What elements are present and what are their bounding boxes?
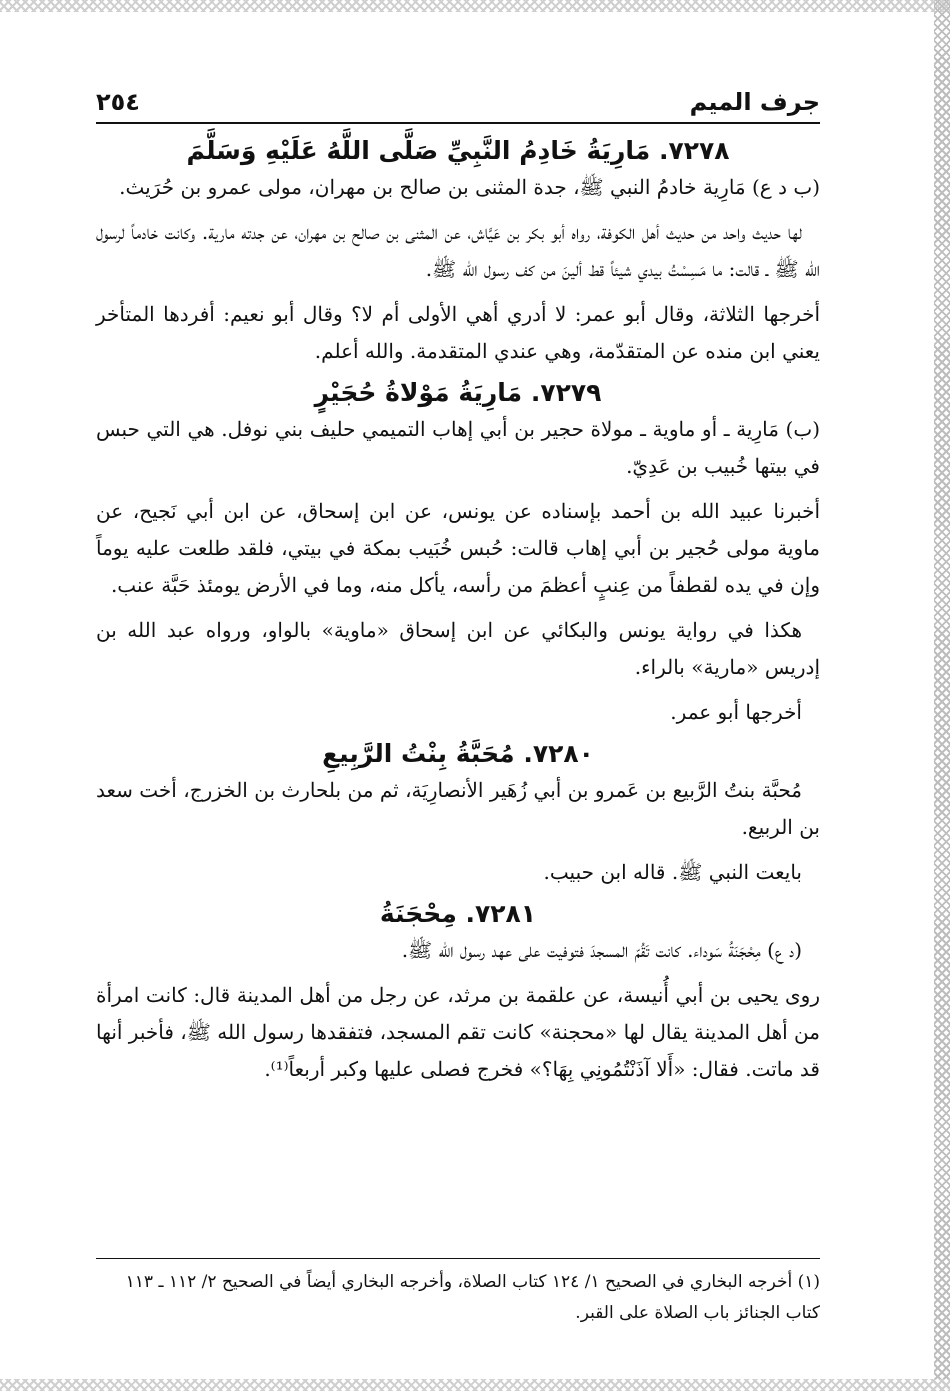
entry-paragraph: أخرجها الثلاثة، وقال أبو عمر: لا أدري أهي الأولى أم لا؟ وقال أبو نعيم: أفردها المتأخر يعني ابن منده عن المتقدّمة، وهي عندي المتقدمة. والله أعلم. [96, 302, 820, 363]
entry-heading: ٧٢٧٨. مَارِيَةُ خَادِمُ النَّبِيِّ صَلَّى اللَّهُ عَلَيْهِ وَسَلَّمَ [186, 136, 730, 165]
footnotes [96, 1258, 820, 1329]
entry-paragraph: (ب) مَارِية ـ أو ماوية ـ مولاة حجير بن أبي إهاب التميمي حليف بني نوفل. هي التي حبس في بيتها خُبيب بن عَدِيّ. [96, 417, 820, 478]
entry-paragraph: هكذا في رواية يونس والبكائي عن ابن إسحاق «ماوية» بالواو، ورواه عبد الله بن إدريس «مارية» بالراء. [96, 618, 820, 679]
entry-heading: ٧٢٨٠. مُحَبَّةُ بِنْتُ الرَّبِيعِ [322, 739, 594, 768]
entry-7281 [96, 899, 820, 1088]
running-title: جرف الميم [689, 88, 820, 116]
page-header [96, 88, 820, 124]
footnote: (١) أخرجه البخاري في الصحيح ١/ ١٢٤ كتاب الصلاة، وأخرجه البخاري أيضاً في الصحيح ٢/ ١١٢ ـ ١١٣ كتاب الجنائز باب الصلاة على القبر. [125, 1272, 820, 1323]
entry-paragraph: أخبرنا عبيد الله بن أحمد بإسناده عن يونس، عن ابن إسحاق، عن ابن أبي نَجيح، عن ماوية مولى حُجير بن أبي إهاب قالت: حُبس خُبَيب بمكة في بيتي، فلقد طلعت عليه يوماً وإن في يده لقطفاً من عِنبٍ أعظمَ من رأسه، يأكل منه، وما في الأرض يومئذ حَبَّة عنب. [96, 499, 820, 597]
decorative-border-top [0, 0, 950, 12]
entry-heading: ٧٢٨١. مِحْجَنَةُ [379, 899, 537, 928]
page-number: ٢٥٤ [96, 88, 140, 116]
entry-paragraph: (ب د ع) مَارِية خادمُ النبي ﷺ، جدة المثنى بن صالح بن مهران، مولى عمرو بن حُرَيث. [119, 175, 820, 199]
entry-heading: ٧٢٧٩. مَارِيَةُ مَوْلاةُ حُجَيْرٍ [314, 378, 602, 407]
entry-7279 [96, 378, 820, 731]
entry-paragraph: أخرجها أبو عمر. [670, 700, 802, 724]
entry-7278 [96, 136, 820, 370]
entry-paragraph: لها حديث واحد من حديث أهل الكوفة، رواه أبو بكر بن عَيَّاش، عن المثنى بن صالح بن مهران، عن جدته مارية. وكانت خادماً لرسول الله ﷺ ـ قالت: ما مَسِسْتُ بيدي شيئاً قط ألينَ من كف رسول الله ﷺ. [96, 220, 820, 281]
book-page [96, 88, 820, 1096]
decorative-border-right [934, 0, 950, 1391]
decorative-border-bottom [0, 1379, 950, 1391]
entry-paragraph: مُحبَّة بنتُ الرَّبيع بن عَمرو بن أبي زُهَير الأنصارِيَة، ثم من بلحارث بن الخزرج، أخت سعد بن الربيع. [96, 778, 820, 839]
entry-7280 [96, 739, 820, 891]
entry-paragraph: (د ع) مِحْجَنَةُ سَوداء. كانت تَقُمّ المسجدَ فتوفيت على عهد رسول الله ﷺ. [401, 938, 802, 962]
entry-paragraph: بايعت النبي ﷺ. قاله ابن حبيب. [543, 860, 802, 884]
entry-paragraph: روى يحيى بن أبي أُنيسة، عن علقمة بن مرثد، عن رجل من أهل المدينة قال: كانت امرأة من أهل المدينة يقال لها «محجنة» كانت تقم المسجد، فتفقدها رسول الله ﷺ، فأخبر أنها قد ماتت. فقال: «أَلا آذَنْتُمُونِي بِهَا؟» فخرج فصلى عليها وكبر أربعاً⁽¹⁾. [96, 983, 820, 1081]
